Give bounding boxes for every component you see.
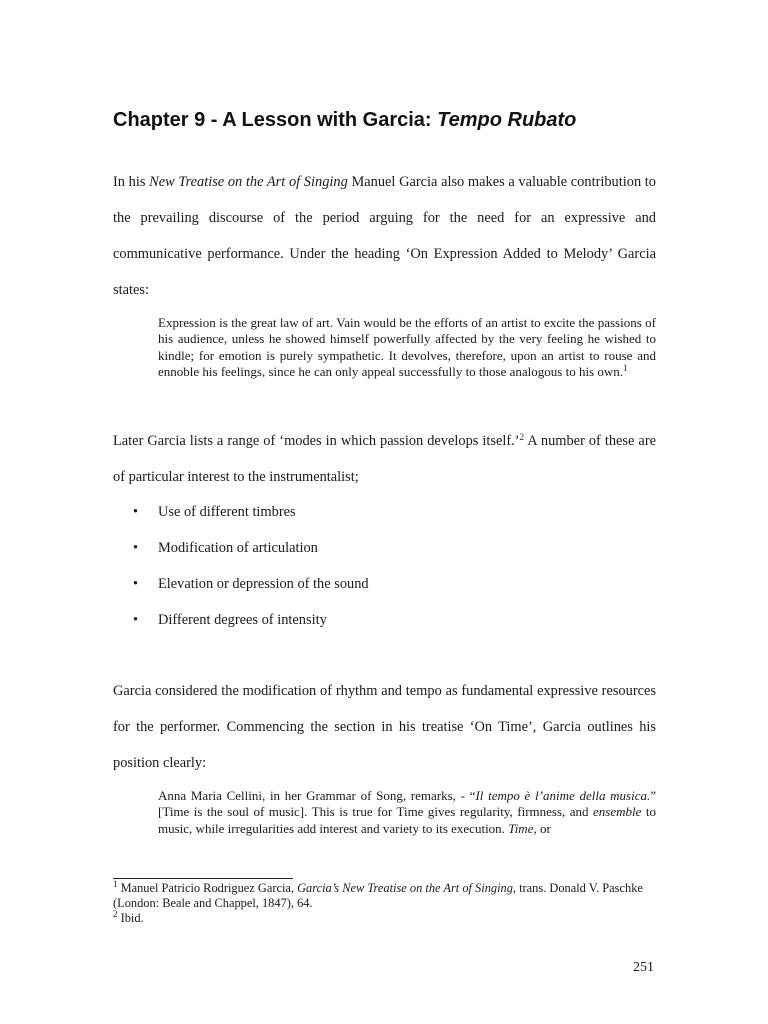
footnote-number-1: 1 bbox=[113, 879, 118, 889]
intro-text-start: In his bbox=[113, 174, 150, 190]
footnote-1-text-a: Manuel Patricio Rodriguez Garcia, bbox=[117, 881, 298, 895]
list-item bbox=[113, 536, 656, 572]
page-number: 251 bbox=[633, 960, 654, 975]
footnote-2 bbox=[113, 911, 658, 926]
footnotes bbox=[113, 881, 658, 926]
cellini-text-3: to music, while irregularities add interest and variety to its execution. bbox=[158, 804, 656, 836]
block-quote-expression bbox=[158, 315, 656, 380]
cellini-text-1: Anna Maria Cellini, in her Grammar of Song, remarks, - “ bbox=[158, 788, 476, 803]
cellini-text-2: ” [Time is the soul of music]. This is true for Time gives regularity, firmness, and bbox=[158, 788, 657, 820]
list-item bbox=[113, 572, 656, 608]
footnote-ref-1[interactable]: 1 bbox=[623, 362, 628, 373]
intro-paragraph bbox=[113, 164, 656, 308]
list-item-text: Elevation or depression of the sound bbox=[158, 576, 369, 592]
modes-text-start: Later Garcia lists a range of ‘modes in which passion develops itself.’ bbox=[113, 433, 520, 449]
block-quote-text: Expression is the great law of art. Vain would be the efforts of an artist to excite the passions of his audience, unless he showed himself powerfully affected by the very feeling he wished to kindle; for emotion is purely sympathetic. It devolves, therefore, upon an artist to rouse and ennoble his feelings, since he can only appeal successfully to those analogous to his own. bbox=[158, 315, 656, 379]
tempo-paragraph bbox=[113, 673, 656, 781]
chapter-title-text: Chapter 9 - A Lesson with Garcia: bbox=[113, 109, 438, 131]
cellini-italian-quote: Il tempo è l’anime della musica. bbox=[475, 788, 651, 803]
footnote-1-text-b: , trans. Donald V. Paschke (London: Beale and Chappel, 1847), 64. bbox=[113, 881, 643, 910]
block-quote-cellini bbox=[158, 788, 656, 837]
bullet-icon: • bbox=[133, 504, 139, 520]
tempo-paragraph-text: Garcia considered the modification of rhythm and tempo as fundamental expressive resources for the performer. Commencing the section in his treatise ‘On Time’, Garcia outlines his position clearly: bbox=[113, 683, 656, 771]
list-item-text: Different degrees of intensity bbox=[158, 612, 327, 628]
bullet-icon: • bbox=[133, 576, 139, 592]
cellini-time: Time bbox=[508, 820, 534, 836]
chapter-title bbox=[113, 106, 673, 134]
modes-paragraph bbox=[113, 423, 656, 495]
bullet-icon: • bbox=[133, 540, 139, 556]
footnote-1 bbox=[113, 881, 658, 911]
modes-text-rest: A number of these are of particular interest to the instrumentalist; bbox=[113, 433, 656, 485]
footnote-ref-2[interactable]: 2 bbox=[519, 432, 525, 442]
treatise-title: New Treatise on the Art of Singing bbox=[149, 174, 348, 190]
cellini-ensemble: ensemble bbox=[593, 804, 642, 820]
footnote-divider bbox=[113, 878, 293, 879]
footnote-2-text: Ibid. bbox=[117, 911, 144, 925]
cellini-text-4: , or bbox=[533, 820, 551, 836]
list-item-text: Modification of articulation bbox=[158, 540, 318, 556]
list-item-text: Use of different timbres bbox=[158, 504, 296, 520]
chapter-title-italic: Tempo Rubato bbox=[437, 109, 577, 131]
bullet-icon: • bbox=[133, 612, 139, 628]
intro-text-rest: Manuel Garcia also makes a valuable contribution to the prevailing discourse of the period arguing for the need for an expressive and communicative performance. Under the heading ‘On Expression Added to Melody’ Garcia states: bbox=[113, 174, 656, 298]
modes-list bbox=[113, 500, 656, 644]
footnote-1-book-title: Garcia’s New Treatise on the Art of Singing bbox=[297, 881, 513, 895]
footnote-number-2: 2 bbox=[113, 909, 118, 919]
list-item bbox=[113, 500, 656, 536]
list-item bbox=[113, 608, 656, 644]
